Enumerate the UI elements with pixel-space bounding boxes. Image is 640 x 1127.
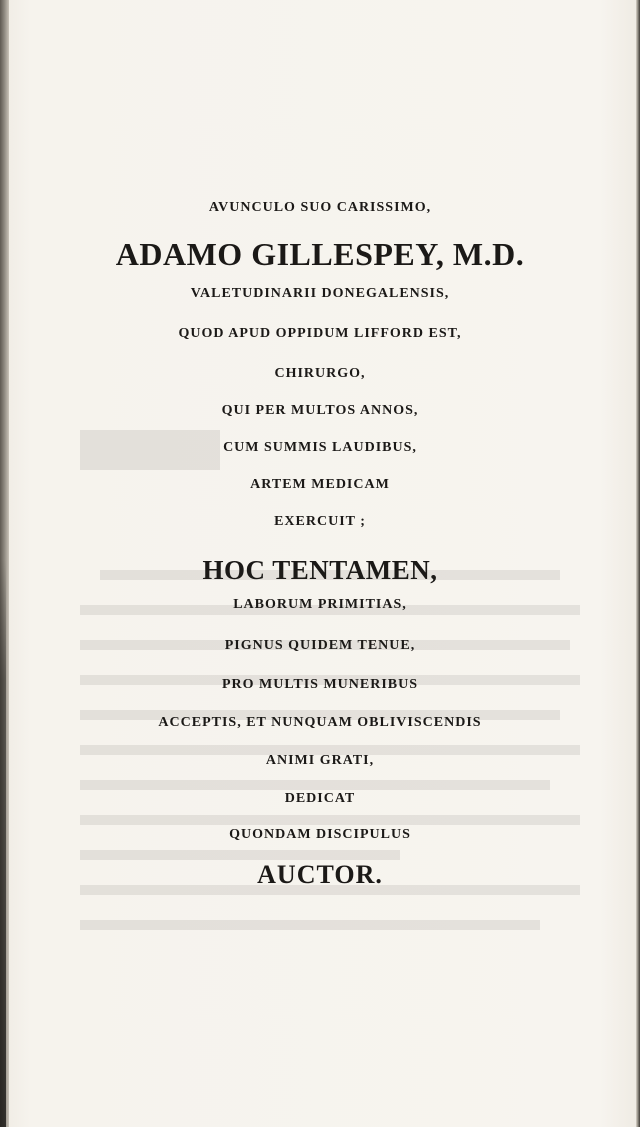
dedication-line-location: QUOD APUD OPPIDUM LIFFORD EST, [178, 326, 462, 341]
dedication-line-gifts: PRO MULTIS MUNERIBUS [221, 677, 419, 692]
dedication-heading: HOC TENTAMEN, [202, 555, 438, 585]
dedication-line-praise: CUM SUMMIS LAUDIBUS, [223, 440, 417, 455]
dedicatee-name: ADAMO GILLESPEY, M.D. [115, 236, 525, 272]
dedication-opening: AVUNCULO SUO CARISSIMO, [208, 200, 432, 215]
dedication-line-dedicat: DEDICAT [284, 791, 356, 806]
author-signature: AUCTOR. [257, 860, 383, 889]
dedication-line-received: ACCEPTIS, ET NUNQUAM OBLIVISCENDIS [158, 715, 482, 730]
dedication-line-art: ARTEM MEDICAM [250, 477, 390, 492]
dedication-line-pupil: QUONDAM DISCIPULUS [229, 827, 411, 842]
dedication-line-hospital: VALETUDINARII DONEGALENSIS, [190, 286, 450, 301]
dedication-line-grateful: ANIMI GRATI, [265, 753, 375, 768]
dedication-line-practised: EXERCUIT ; [274, 514, 366, 529]
dedication-line-title: CHIRURGO, [274, 366, 366, 381]
dedication-line-pledge: PIGNUS QUIDEM TENUE, [224, 638, 416, 653]
dedication-line-years: QUI PER MULTOS ANNOS, [221, 403, 419, 418]
dedication-line-first-fruits: LABORUM PRIMITIAS, [233, 597, 407, 612]
